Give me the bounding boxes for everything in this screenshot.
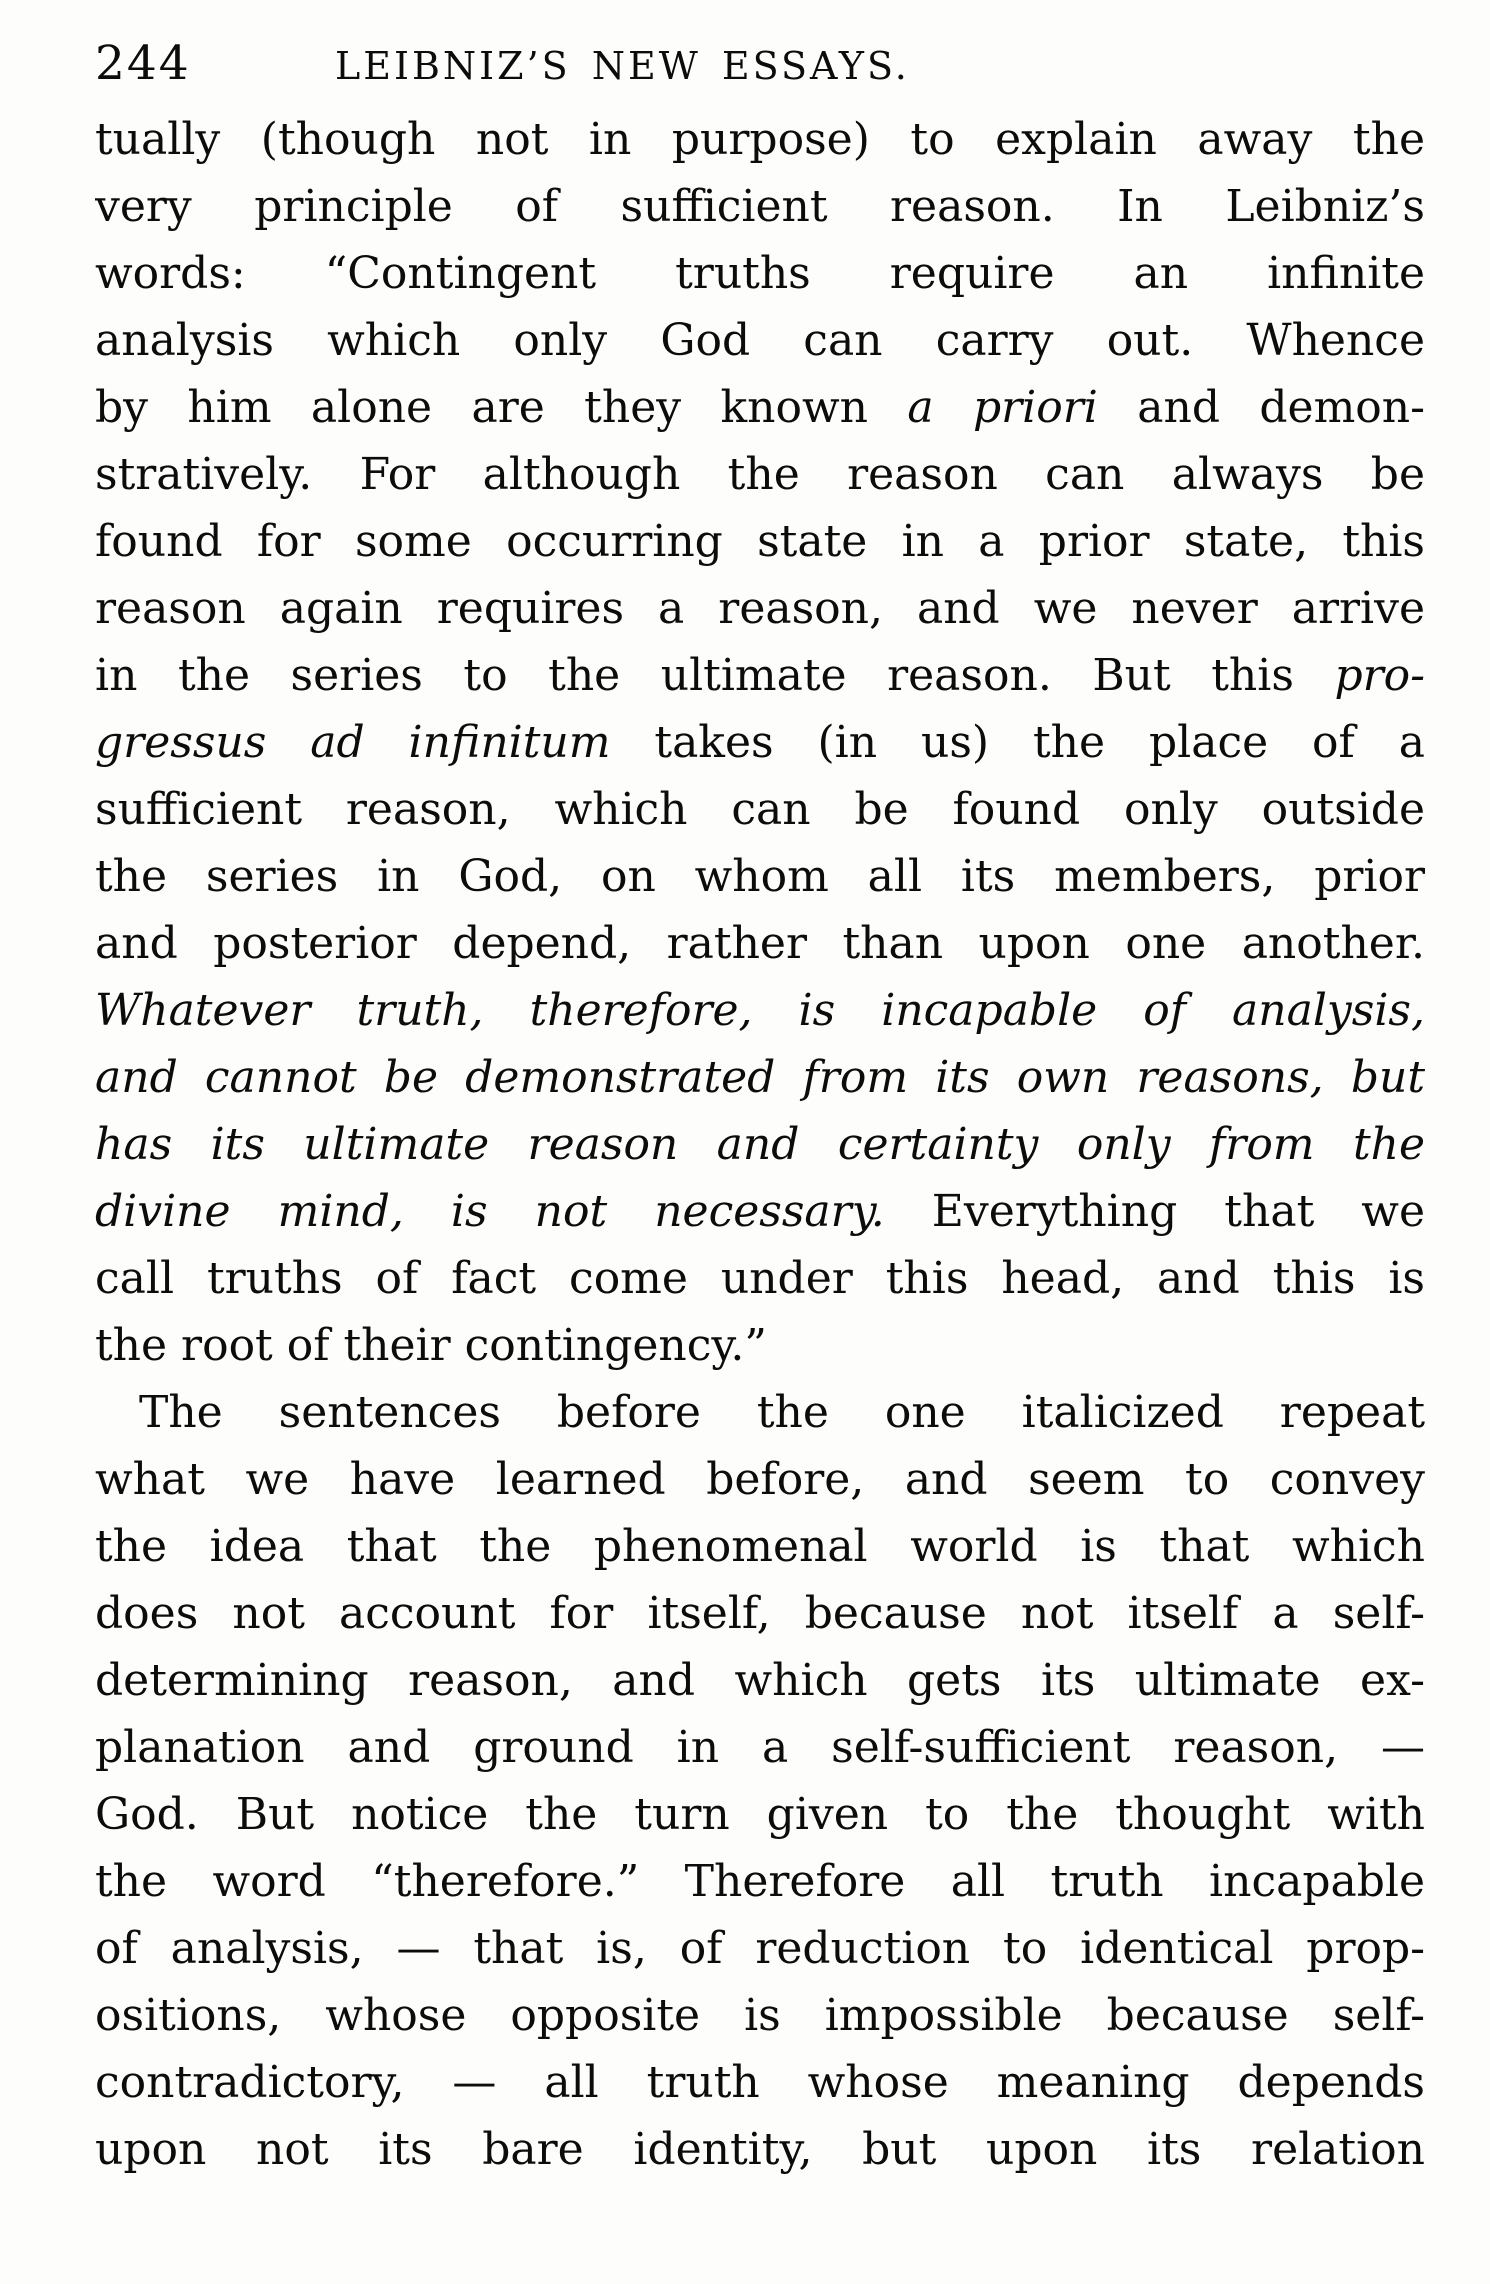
- italic-text-run: has its ultimate reason and certainty only from the: [95, 1119, 1425, 1170]
- text-run: of analysis, — that is, of reduction to identical prop-: [95, 1923, 1425, 1974]
- italic-text-run: divine mind, is not necessary.: [95, 1186, 885, 1237]
- text-line: [95, 1982, 1425, 2049]
- text-line: [95, 173, 1425, 240]
- italic-text-run: a priori: [907, 382, 1098, 433]
- text-line: [95, 1111, 1425, 1178]
- text-run: the idea that the phenomenal world is that which: [95, 1521, 1425, 1572]
- italic-text-run: and cannot be demonstrated from its own reasons, but: [95, 1052, 1425, 1103]
- text-line: [95, 1446, 1425, 1513]
- text-run: Everything that we: [884, 1186, 1425, 1237]
- text-line: [95, 575, 1425, 642]
- body-text: [95, 106, 1425, 2183]
- running-head: [95, 36, 1425, 106]
- text-run: does not account for itself, because not itself a self-: [95, 1588, 1425, 1639]
- text-line: [95, 776, 1425, 843]
- text-run: found for some occurring state in a prior state, this: [95, 516, 1425, 567]
- text-run: by him alone are they known: [95, 382, 908, 433]
- text-run: contradictory, — all truth whose meaning depends: [95, 2057, 1425, 2108]
- text-run: determining reason, and which gets its ultimate ex-: [95, 1655, 1425, 1706]
- text-run: what we have learned before, and seem to convey: [95, 1454, 1425, 1505]
- text-line: [95, 1044, 1425, 1111]
- text-run: God. But notice the turn given to the thought with: [95, 1789, 1425, 1840]
- text-run: upon not its bare identity, but upon its relation: [95, 2124, 1425, 2175]
- text-line: [95, 1245, 1425, 1312]
- text-line: [95, 1513, 1425, 1580]
- text-line: [95, 106, 1425, 173]
- text-line: [95, 843, 1425, 910]
- text-run: the word “therefore.” Therefore all truth incapable: [95, 1856, 1425, 1907]
- text-run: call truths of fact come under this head, and this is: [95, 1253, 1425, 1304]
- italic-text-run: Whatever truth, therefore, is incapable of analysis,: [95, 985, 1425, 1036]
- text-run: The sentences before the one italicized repeat: [139, 1387, 1425, 1438]
- italic-text-run: pro-: [1334, 650, 1425, 701]
- text-run: and posterior depend, rather than upon one another.: [95, 918, 1425, 969]
- text-run: planation and ground in a self-sufficient reason, —: [95, 1722, 1425, 1773]
- text-line: [95, 1312, 1425, 1379]
- text-run: sufficient reason, which can be found only outside: [95, 784, 1425, 835]
- text-line: [95, 2049, 1425, 2116]
- text-line: [95, 307, 1425, 374]
- running-title: LEIBNIZ’S NEW ESSAYS.: [335, 44, 910, 88]
- text-run: tually (though not in purpose) to explain away the: [95, 114, 1425, 165]
- text-line: [95, 709, 1425, 776]
- text-run: ositions, whose opposite is impossible because self-: [95, 1990, 1425, 2041]
- text-run: stratively. For although the reason can always be: [95, 449, 1425, 500]
- text-line: [95, 1848, 1425, 1915]
- text-line: [95, 977, 1425, 1044]
- text-line: [95, 1714, 1425, 1781]
- text-line: [95, 642, 1425, 709]
- text-run: the series in God, on whom all its members, prior: [95, 851, 1425, 902]
- text-line: [95, 1379, 1425, 1446]
- text-line: [95, 441, 1425, 508]
- text-line: [95, 1647, 1425, 1714]
- text-line: [95, 374, 1425, 441]
- text-line: [95, 240, 1425, 307]
- text-run: in the series to the ultimate reason. But this: [95, 650, 1335, 701]
- text-run: analysis which only God can carry out. Whence: [95, 315, 1425, 366]
- text-line: [95, 2116, 1425, 2183]
- text-line: [95, 1580, 1425, 1647]
- text-line: [95, 508, 1425, 575]
- text-line: [95, 910, 1425, 977]
- text-run: reason again requires a reason, and we never arrive: [95, 583, 1425, 634]
- italic-text-run: gressus ad infinitum: [95, 717, 611, 768]
- text-line: [95, 1915, 1425, 1982]
- text-line: [95, 1178, 1425, 1245]
- page-number: 244: [95, 36, 191, 91]
- text-run: takes (in us) the place of a: [610, 717, 1425, 768]
- text-run: very principle of sufficient reason. In Leibniz’s: [95, 181, 1425, 232]
- text-run: and demon-: [1097, 382, 1425, 433]
- text-line: [95, 1781, 1425, 1848]
- text-run: the root of their contingency.”: [95, 1320, 767, 1371]
- text-run: words: “Contingent truths require an infinite: [95, 248, 1425, 299]
